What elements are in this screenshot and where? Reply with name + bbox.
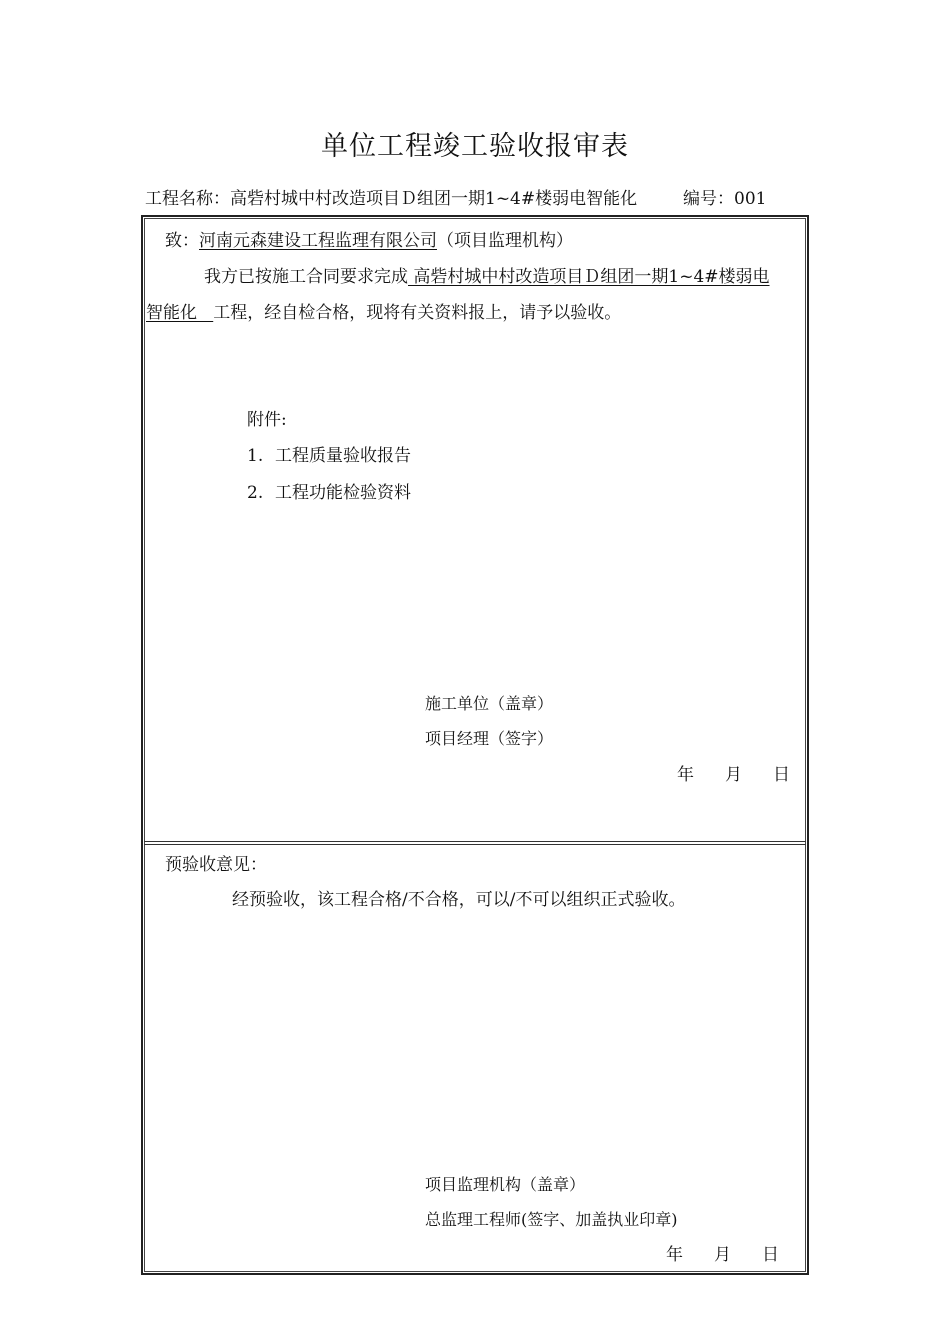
pre-acceptance-opinion: 经预验收，该工程合格/不合格，可以/不可以组织正式验收。 [232, 890, 686, 910]
date-month: 月 [714, 1245, 731, 1265]
project-name-label: 工程名称： [145, 189, 230, 209]
attachment-number: 1. [247, 446, 264, 466]
doc-number-value: 001 [734, 189, 767, 209]
attachments-label: 附件: [247, 410, 287, 430]
date-month: 月 [725, 765, 742, 785]
doc-number-label: 编号： [683, 189, 734, 209]
request-project-line1: 高砦村城中村改造项目Ｄ组团一期1~4#楼弱电 [408, 267, 770, 287]
construction-unit-seal: 施工单位（盖章） [425, 694, 554, 713]
attachment-number: 2. [247, 483, 264, 503]
page-title: 单位工程竣工验收报审表 [321, 131, 629, 162]
doc-number [683, 184, 766, 209]
project-name-value: 高砦村城中村改造项目Ｄ组团一期1~4#楼弱电智能化 [230, 189, 638, 209]
request-project-line2: 智能化 [146, 303, 214, 323]
project-manager-signature: 项目经理（签字） [425, 729, 554, 748]
date-year: 年 [666, 1245, 683, 1265]
request-paragraph-line2 [146, 298, 621, 323]
section1-date [677, 760, 790, 785]
addressee-line [165, 226, 573, 251]
section2-date [666, 1240, 779, 1265]
addressee-suffix: （项目监理机构） [437, 231, 573, 251]
attachment-text: 工程质量验收报告 [275, 446, 411, 466]
section-divider-inner [144, 844, 806, 845]
attachment-item [247, 441, 411, 466]
section-divider [144, 841, 806, 842]
request-paragraph-line1 [204, 262, 770, 287]
request-suffix: 工程，经自检合格，现将有关资料报上，请予以验收。 [213, 303, 622, 323]
date-year: 年 [677, 765, 694, 785]
addressee-org: 河南元森建设工程监理有限公司 [199, 231, 437, 251]
addressee-label: 致： [165, 231, 199, 251]
attachment-text: 工程功能检验资料 [275, 483, 411, 503]
chief-engineer-signature: 总监理工程师(签字、加盖执业印章) [425, 1210, 678, 1229]
project-name-row [145, 184, 637, 209]
supervision-org-seal: 项目监理机构（盖章） [425, 1175, 586, 1194]
request-prefix: 我方已按施工合同要求完成 [204, 267, 408, 287]
date-day: 日 [773, 765, 790, 785]
date-day: 日 [762, 1245, 779, 1265]
attachment-item [247, 478, 411, 503]
pre-acceptance-label: 预验收意见： [165, 855, 267, 875]
